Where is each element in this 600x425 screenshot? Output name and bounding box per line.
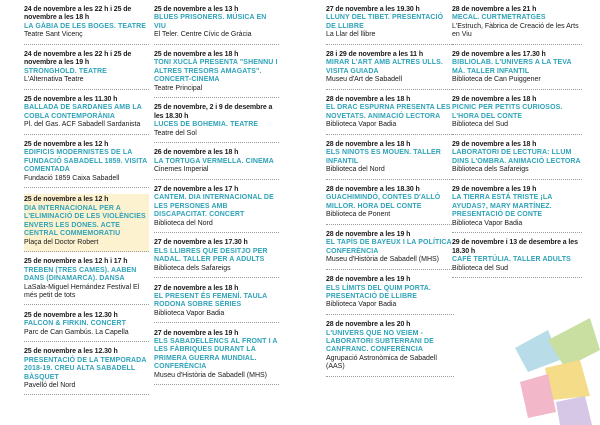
event-entry [326,186,454,225]
event-venue: Teatre Sant Vicenç [24,31,83,39]
event-date: 27 de novembre a les 19 h [154,329,239,337]
event-date: 29 de novembre a les 18 h [452,96,537,104]
event-title: TONI XUCLÀ PRESENTA "SHENNU I ALTRES TRESORS AMAGATS". CONCERT-CINEMA [154,59,278,84]
event-title: MIRAR L'ART AMB ALTRES ULLS. VISITA GUIADA [326,59,443,75]
event-date: 25 de novembre a les 12 h [24,141,109,149]
event-venue: Pl. del Gas. ACF Sabadell Sardanista [24,121,141,129]
event-date: 25 de novembre a les 12 h i 17 h [24,258,128,266]
event-title: L'UNIVERS QUE NO VEIEM - LABORATORI SUBTERRANI DE CANFRANC. CONFERÈNCIA [326,329,434,354]
column-2 [154,6,279,391]
event-date: 25 de novembre a les 13 h [154,6,239,13]
event-venue: Biblioteca Vapor Badia [154,309,225,317]
event-venue: Biblioteca de Ponent [326,211,391,219]
event-date: 25 de novembre a les 12.30 h [24,348,118,356]
event-entry [24,51,149,90]
event-title: DIA INTERNACIONAL PER A L'ELIMINACIÓ DE LES VIOLÈNCIES ENVERS LES DONES. ACTE CENTRAL COMMEMORATIU [24,204,146,238]
event-title: PICNIC PER PETITS CURIOSOS. L'HORA DEL CONTE [452,104,563,120]
event-title: BIBLIOLAB. L'UNIVERS A LA TEVA MÀ. TALLER INFANTIL [452,59,572,75]
event-venue: Museu d'Art de Sabadell [326,76,403,84]
event-title: LA TIERRA ESTÁ TRISTE ¡LA AYUDAS?, MARY MARTÍNEZ. PRESENTACIÓ DE CONTE [452,194,553,219]
event-date: 25 de novembre a les 12 h [24,196,109,204]
event-entry [24,348,149,395]
event-title: TREBEN (TRES CAMES). AABEN DANS (DINAMARCA). DANSA [24,266,137,283]
event-entry [326,276,454,315]
event-title: LUCES DE BOHEMIA. TEATRE [154,121,259,129]
event-entry [24,258,149,305]
event-venue: Biblioteca dels Safareigs [154,264,231,272]
event-date: 25 de novembre a les 12.30 h [24,311,118,319]
event-date: 27 de novembre a les 17 h [154,186,239,194]
event-venue: Museu d'Història de Sabadell (MHS) [326,256,439,264]
event-date: 28 de novembre a les 21 h [452,6,537,13]
event-title: STRONGHOLD. TEATRE [24,67,107,75]
event-entry [326,96,454,135]
event-venue: Biblioteca Vapor Badia [326,301,397,309]
column-3 [326,6,454,383]
event-date: 29 de novembre i 13 de desembre a les 18.30 h [452,239,578,255]
event-venue: Cinemes Imperial [154,166,209,174]
event-date: 26 de novembre a les 18 h [154,149,239,157]
event-date: 29 de novembre a les 18 h [452,141,537,149]
event-venue: Teatre del Sol [154,129,197,137]
event-venue: Biblioteca del Nord [326,166,385,174]
event-date: 28 i 29 de novembre a les 11 h [326,51,423,59]
event-venue: Museu d'Història de Sabadell (MHS) [154,371,267,379]
event-entry [452,6,582,45]
event-date: 25 de novembre a les 18 h [154,51,239,59]
event-entry [452,186,582,233]
event-venue: Pavelló del Nord [24,381,76,389]
event-title: FALCON & FIRKIN. CONCERT [24,320,126,328]
event-venue: L'Estruch, Fàbrica de Creació de les Arts en Viu [452,22,579,39]
event-title: EDIFICIS MODERNISTES DE LA FUNDACIÓ SABADELL 1859. VISITA COMENTADA [24,149,148,174]
event-date: 28 de novembre a les 18 h [326,96,411,104]
event-date: 24 de novembre a les 22 h i 25 de novembre a les 18 h [24,6,132,22]
event-date: 29 de novembre a les 17.30 h [452,51,546,59]
event-title: LA TORTUGA VERMELLA. CINEMA [154,157,274,165]
event-entry [326,6,454,45]
event-venue: Biblioteca del Nord [154,219,213,227]
event-venue: Plaça del Doctor Robert [24,238,99,246]
event-entry [154,330,279,385]
event-venue: Fundació 1859 Caixa Sabadell [24,174,120,182]
event-entry [326,141,454,180]
event-venue: Biblioteca dels Safareigs [452,166,529,174]
event-venue: Biblioteca Vapor Badia [326,121,397,129]
event-title: MECAL. CURTMETRATGES [452,14,546,22]
event-title: EL TAPÍS DE BAYEUX I LA POLÍTICA. CONFERÈNCIA [326,239,454,255]
event-date: 27 de novembre a les 18 h [154,284,239,292]
event-entry [326,231,454,270]
event-date: 27 de novembre a les 19.30 h [326,6,420,13]
event-venue: Biblioteca de Can Puiggener [452,76,541,84]
event-entry [154,104,279,143]
event-date: 25 de novembre a les 11.30 h [24,96,118,104]
event-title: EL DRAC ESPURNA PRESENTA LES NOVETATS. ANIMACIÓ LECTORA [326,104,451,120]
event-title: CAFÈ TERTÚLIA. TALLER ADULTS [452,256,571,264]
deco-block-blue [515,330,560,372]
event-entry [452,141,582,180]
event-venue: Biblioteca del Sud [452,264,509,272]
event-date: 28 de novembre a les 18.30 h [326,186,420,194]
event-venue: L'Alternativa Teatre [24,76,84,84]
event-entry [154,239,279,278]
event-date: 27 de novembre a les 17.30 h [154,239,248,247]
event-entry [154,6,279,45]
event-date: 29 de novembre a les 19 h [452,186,537,194]
event-title: ELS NINOTS ES MOUEN. TALLER INFANTIL [326,149,441,165]
column-4 [452,6,582,285]
event-title: ELS LLIBRES QUE DESITJO PER NADAL. TALLER PER A ADULTS [154,247,268,264]
event-entry [326,321,454,376]
event-entry [24,96,149,135]
event-date: 24 de novembre a les 22 h i 25 de novembre a les 19 h [24,51,132,67]
event-entry [452,239,582,278]
event-venue: El Teler. Centre Cívic de Gràcia [154,31,252,39]
event-venue: Biblioteca del Sud [452,121,509,129]
event-entry [154,149,279,179]
column-1 [24,6,149,402]
event-title: LA GÀBIA DE LES BOGES. TEATRE [24,22,147,30]
event-entry [154,51,279,98]
event-entry [154,285,279,324]
event-title: LABORATORI DE LECTURA: LLUM DINS L'OMBRA. ANIMACIÓ LECTORA [452,149,581,165]
deco-block-purple [556,396,592,425]
event-venue: LaSala-Miguel Hernández Festival El més petit de tots [24,283,140,299]
event-entry [24,141,149,188]
event-entry [326,51,454,90]
event-entry [24,312,149,342]
event-title: BALLADA DE SARDANES AMB LA COBLA CONTEMPORÀNIA [24,104,142,120]
event-venue: Biblioteca Vapor Badia [452,219,523,227]
event-title: GUACHIMINDÓ, CONTES D'ALLÒ MILLOR. HORA DEL CONTE [326,194,441,210]
event-date: 28 de novembre a les 19 h [326,276,411,284]
event-title: BLUES PRISONERS. MÚSICA EN VIU [154,14,267,30]
event-venue: Agrupació Astronòmica de Sabadell (AAS) [326,354,437,371]
event-date: 28 de novembre a les 20 h [326,321,411,329]
event-entry [452,51,582,90]
event-title: LLUNY DEL TIBET. PRESENTACIÓ DE LLIBRE [326,14,444,30]
event-entry [24,6,149,45]
event-title: ELS SABADELLENCS AL FRONT I A LES FÀBRIQUES DURANT LA PRIMERA GUERRA MUNDIAL. CONFERÈNCIA [154,337,278,371]
event-entry [452,96,582,135]
event-venue: La Llar del llibre [326,31,376,39]
event-title: PRESENTACIÓ DE LA TEMPORADA 2018-19. CREU ALTA SABADELL BÀSQUET [24,356,147,381]
event-entry [24,194,149,251]
event-entry [154,186,279,233]
event-date: 28 de novembre a les 18 h [326,141,411,149]
event-date: 25 de novembre, 2 i 9 de desembre a les 18.30 h [154,104,273,120]
event-title: CANTEM. DIA INTERNACIONAL DE LES PERSONES AMB DISCAPACITAT. CONCERT [154,194,274,219]
event-title: ELS LÍMITS DEL QUIM PORTA. PRESENTACIÓ DE LLIBRE [326,284,432,300]
event-title: EL PRESENT ÉS FEMENÍ. TAULA RODONA SOBRE SÈRIES [154,292,268,309]
event-venue: Parc de Can Gambús. La Capella [24,328,129,336]
event-venue: Teatre Principal [154,84,203,92]
event-date: 28 de novembre a les 19 h [326,231,411,239]
